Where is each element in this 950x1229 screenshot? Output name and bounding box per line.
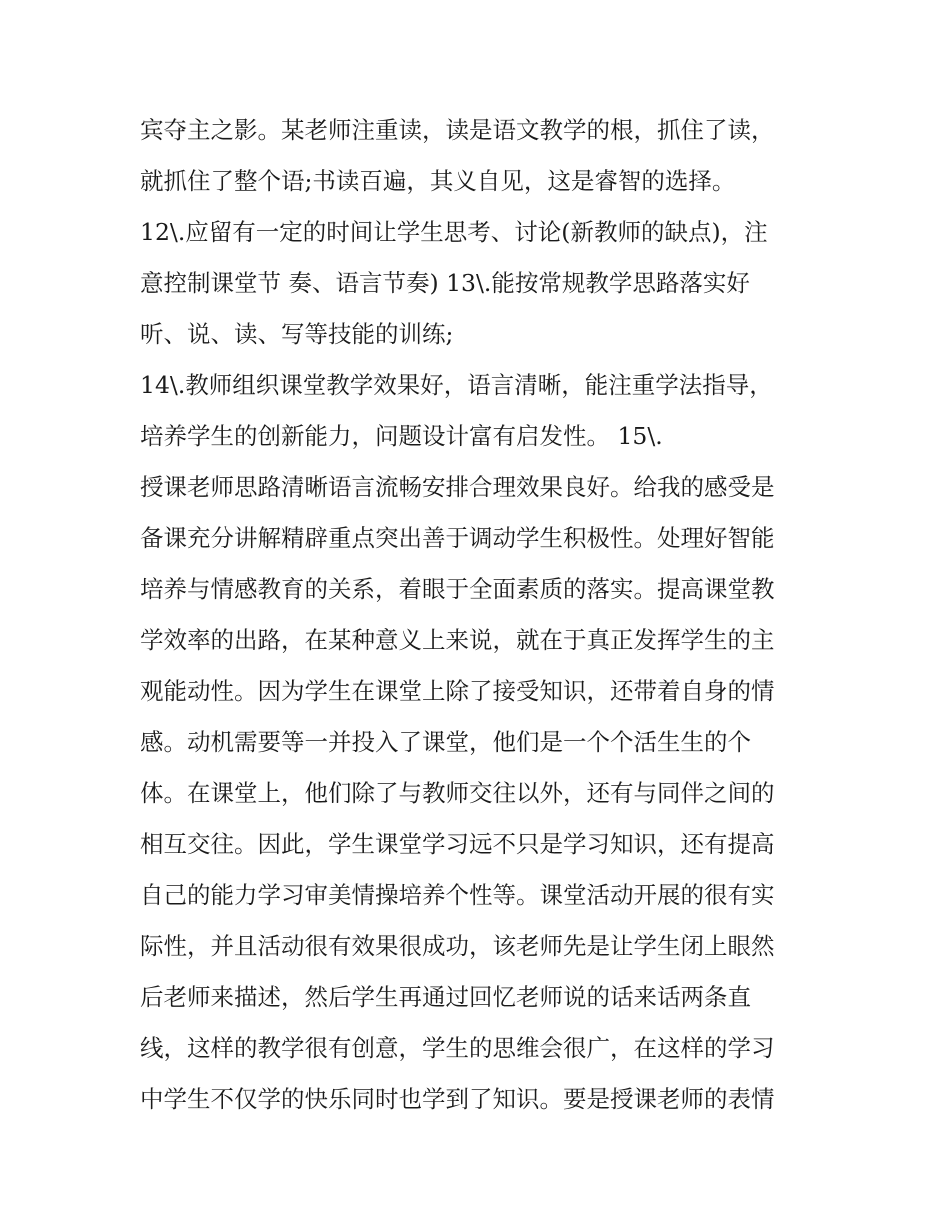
text-line: 授课老师思路清晰语言流畅安排合理效果良好。给我的感受是 <box>140 473 775 501</box>
text-line: 就抓住了整个语;书读百遍，其义自见，这是睿智的选择。 <box>140 167 736 195</box>
text-line: 学效率的出路，在某种意义上来说，就在于真正发挥学生的主 <box>140 626 775 654</box>
text-line: 感。动机需要等一并投入了课堂，他们是一个个活生生的个 <box>140 728 751 756</box>
text-line: 意控制课堂节 奏、语言节奏) 13\.能按常规教学思路落实好 <box>140 269 750 297</box>
text-line: 14\.教师组织课堂教学效果好，语言清晰，能注重学法指导， <box>140 371 773 399</box>
text-line: 体。在课堂上，他们除了与教师交往以外，还有与同伴之间的 <box>140 779 775 807</box>
text-line: 际性，并且活动很有效果很成功，该老师先是让学生闭上眼然 <box>140 932 775 960</box>
text-line: 培养学生的创新能力，问题设计富有启发性。 15\. <box>140 422 663 450</box>
text-line: 线，这样的教学很有创意，学生的思维会很广，在这样的学习 <box>140 1034 775 1062</box>
text-line: 培养与情感教育的关系，着眼于全面素质的落实。提高课堂教 <box>140 575 775 603</box>
text-line: 中学生不仅学的快乐同时也学到了知识。要是授课老师的表情 <box>140 1085 775 1113</box>
text-line: 相互交往。因此，学生课堂学习远不只是学习知识，还有提高 <box>140 830 775 858</box>
text-line: 宾夺主之影。某老师注重读，读是语文教学的根，抓住了读， <box>140 116 775 144</box>
body-text <box>140 105 820 1125</box>
text-line: 12\.应留有一定的时间让学生思考、讨论(新教师的缺点)，注 <box>140 218 768 246</box>
text-line: 后老师来描述，然后学生再通过回忆老师说的话来话两条直 <box>140 983 751 1011</box>
text-line: 观能动性。因为学生在课堂上除了接受知识，还带着自身的情 <box>140 677 775 705</box>
text-line: 自己的能力学习审美情操培养个性等。课堂活动开展的很有实 <box>140 881 775 909</box>
text-line: 备课充分讲解精辟重点突出善于调动学生积极性。处理好智能 <box>140 524 775 552</box>
text-line: 听、说、读、写等技能的训练; <box>140 320 454 348</box>
